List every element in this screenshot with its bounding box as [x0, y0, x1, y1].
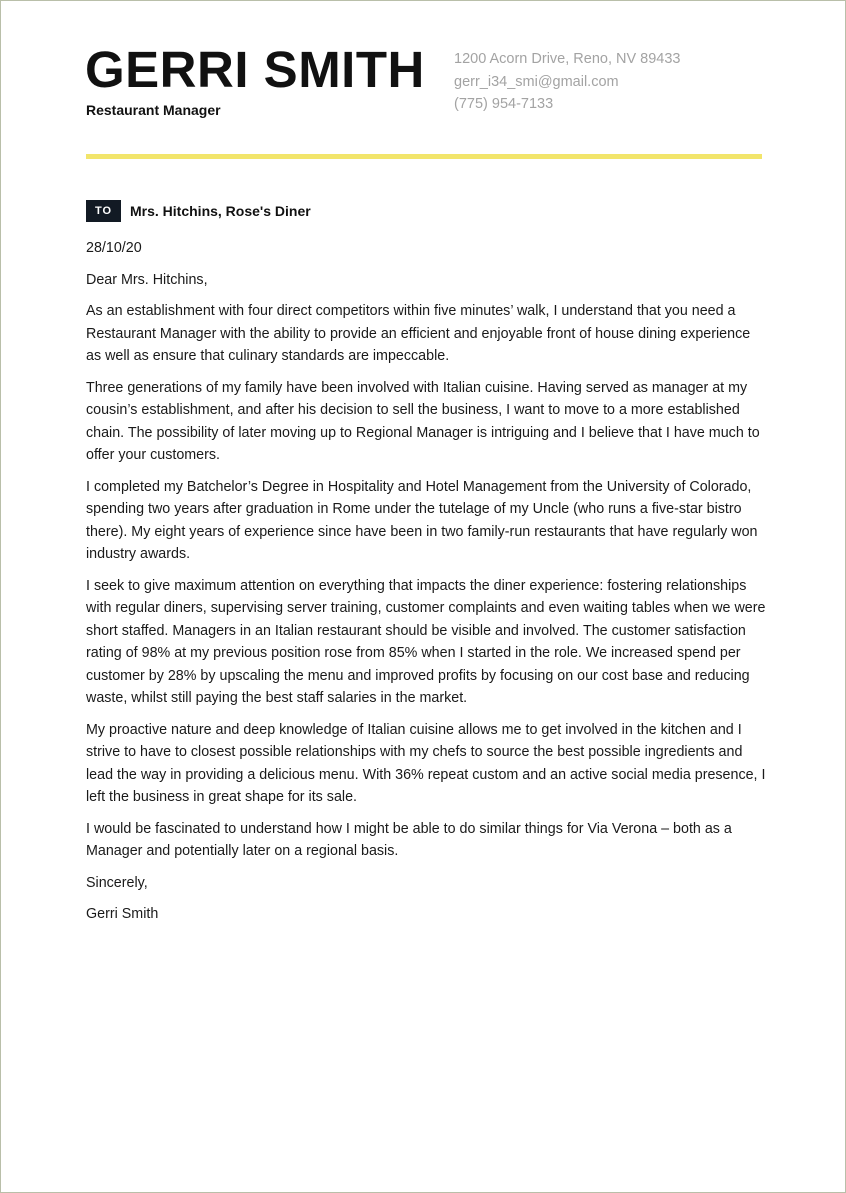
letter-paragraph: My proactive nature and deep knowledge of Italian cuisine allows me to get involved in the kitchen and I strive to have to closest possible relationships with my chefs to source the best possible ingredients and lead the way in providing a delicious menu. With 36% repeat custom and an active social media presence, I left the business in great shape for its sale.	[86, 721, 766, 805]
applicant-name: GERRI SMITH	[85, 41, 425, 98]
to-badge: TO	[86, 200, 121, 222]
contact-block	[454, 48, 681, 116]
letter-paragraph: Three generations of my family have been involved with Italian cuisine. Having served as manager at my cousin’s establishment, and after his decision to sell the business, I want to move to a more established chain. The possibility of later moving up to Regional Manager is intriguing and I believe that I have much to offer your customers.	[86, 379, 760, 463]
contact-address: 1200 Acorn Drive, Reno, NV 89433	[454, 51, 681, 67]
applicant-role: Restaurant Manager	[86, 102, 221, 118]
letter-signature: Gerri Smith	[86, 906, 159, 922]
recipient-name: Mrs. Hitchins, Rose's Diner	[130, 203, 311, 219]
letter-paragraph: I seek to give maximum attention on everything that impacts the diner experience: fostering relationships with regular diners, supervising server training, customer complaints and even waiting tables when we were short staffed. Managers in an Italian restaurant should be visible and involved. The customer satisfaction rating of 98% at my previous position rose from 85% when I started in the role. We increased spend per customer by 28% by upscaling the menu and improved profits by focusing on our cost base and reducing waste, whilst still paying the best staff salaries in the market.	[86, 577, 766, 706]
letter-body	[86, 237, 766, 935]
contact-email: gerr_i34_smi@gmail.com	[454, 73, 619, 90]
contact-phone: (775) 954-7133	[454, 96, 554, 112]
letter-paragraph: I would be fascinated to understand how I might be able to do similar things for Via Verona – both as a Manager and potentially later on a regional basis.	[86, 820, 732, 859]
letter-paragraph: I completed my Batchelor’s Degree in Hospitality and Hotel Management from the University of Colorado, spending two years after graduation in Rome under the tutelage of my Uncle (who runs a five-star bistro there). My eight years of experience since have been in two family-run restaurants that have regularly won industry awards.	[86, 478, 758, 562]
letter-closing: Sincerely,	[86, 874, 148, 891]
recipient-row	[86, 200, 311, 222]
letter-date: 28/10/20	[86, 240, 142, 256]
accent-divider	[86, 154, 762, 159]
letter-salutation: Dear Mrs. Hitchins,	[86, 271, 208, 288]
letter-paragraph: As an establishment with four direct competitors within five minutes’ walk, I understand that you need a Restaurant Manager with the ability to provide an efficient and enjoyable front of house dining experience as well as ensure that culinary standards are impeccable.	[86, 303, 751, 364]
